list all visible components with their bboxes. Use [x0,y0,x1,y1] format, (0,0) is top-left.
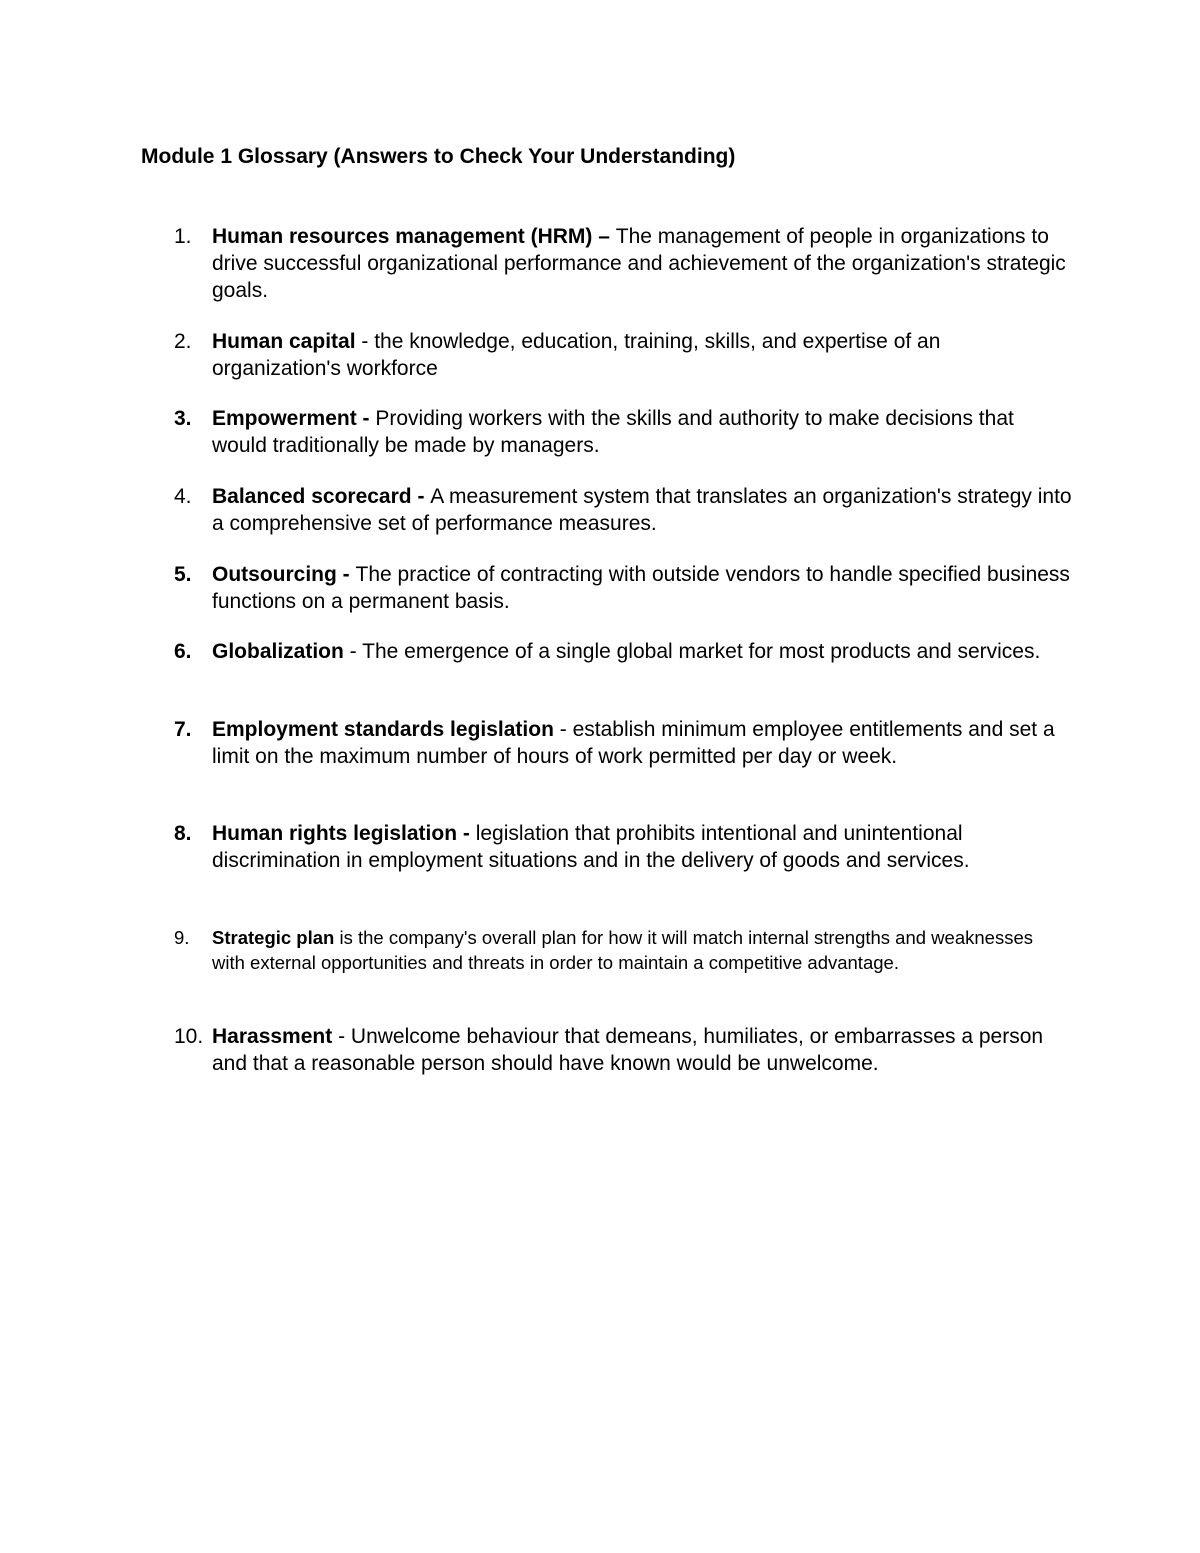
entry-separator: - [411,485,431,508]
entry-body [212,716,1072,770]
entry-definition: is the company's overall plan for how it will match internal strengths and weaknesses with external opportunities and threats in order to maintain a competitive advantage. [212,927,1033,973]
entry-body [212,561,1072,615]
entry-term: Globalization [212,640,344,663]
entry-separator: - [343,640,363,663]
entry-body [212,328,1072,382]
entry-definition: the knowledge, education, training, skills, and expertise of an organization's workforce [212,330,941,381]
entry-body [212,926,1052,976]
entry-number: 10. [174,1025,204,1048]
entry-separator: - [336,563,356,586]
entry-term: Human resources management (HRM) [212,225,593,248]
entry-number: 1. [174,225,192,248]
entry-term: Strategic plan [212,927,335,948]
entry-definition: A measurement system that translates an organization's strategy into a comprehensive set of performance measures. [212,485,1072,536]
entry-term: Empowerment [212,407,357,430]
entry-term: Employment standards legislation [212,718,554,741]
entry-number: 7. [174,718,192,741]
entry-body [212,483,1072,537]
entry-separator: - [332,1025,351,1048]
entry-definition: The management of people in organizations to drive successful organizational performance and achievement of the organization's strategic goals. [212,225,1066,303]
entry-body [212,638,1072,665]
entry-number: 8. [174,822,192,845]
entry-body [212,820,1072,874]
entry-term: Balanced scorecard [212,485,412,508]
entry-term: Human capital [212,330,356,353]
entry-number: 5. [174,563,192,586]
entry-number: 6. [174,640,192,663]
entry-number: 9. [174,927,190,948]
entry-separator: - [553,718,573,741]
entry-definition: The emergence of a single global market for most products and services. [362,640,1041,663]
entry-body [212,405,1072,459]
entry-term: Harassment [212,1025,333,1048]
entry-body [212,223,1072,305]
entry-definition: The practice of contracting with outside vendors to handle specified business functions on a permanent basis. [212,563,1070,614]
entry-separator: - [457,822,476,845]
entry-separator: - [355,330,375,353]
entry-separator: – [592,225,616,248]
entry-definition: Unwelcome behaviour that demeans, humiliates, or embarrasses a person and that a reasonable person should have known would be unwelcome. [212,1025,1044,1076]
entry-number: 4. [174,485,192,508]
entry-number: 2. [174,330,192,353]
entry-definition: Providing workers with the skills and authority to make decisions that would traditionally be made by managers. [212,407,1014,458]
entry-term: Outsourcing [212,563,337,586]
document-title: Module 1 Glossary (Answers to Check Your Understanding) [141,145,736,168]
entry-separator: - [356,407,376,430]
entry-definition: establish minimum employee entitlements and set a limit on the maximum number of hours of work permitted per day or week. [212,718,1055,769]
entry-definition: legislation that prohibits intentional and unintentional discrimination in employment situations and in the delivery of goods and services. [212,822,970,873]
entry-number: 3. [174,407,192,430]
entry-term: Human rights legislation [212,822,458,845]
entry-body [212,1023,1072,1077]
